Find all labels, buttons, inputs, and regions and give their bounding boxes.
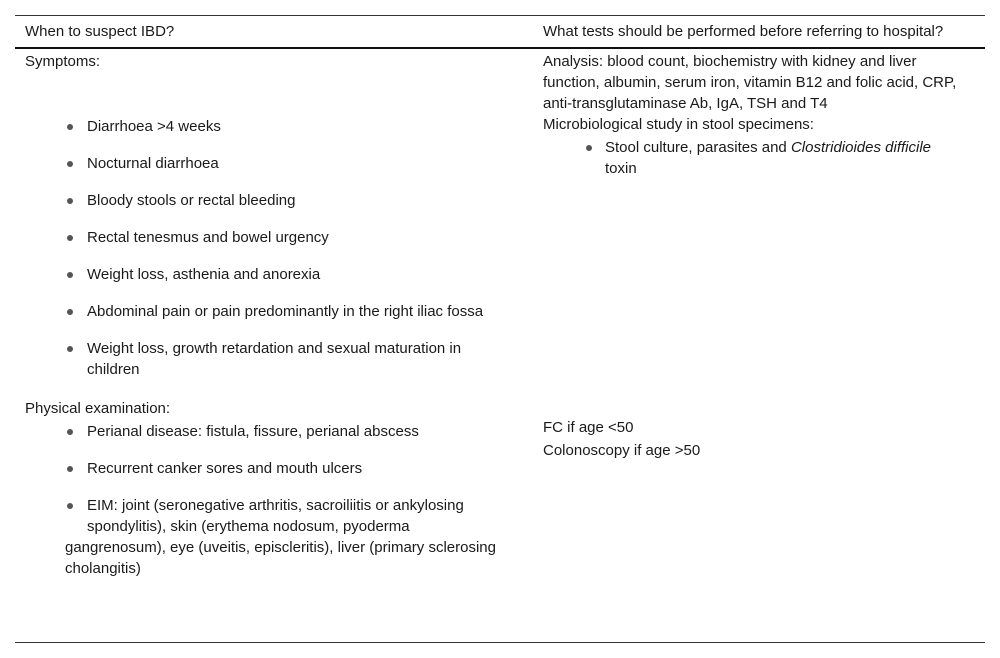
list-item: Abdominal pain or pain predominantly in the right iliac fossa (25, 301, 517, 322)
table-bottom-rule (15, 642, 985, 643)
bullet-icon (67, 346, 73, 352)
bullet-icon (67, 466, 73, 472)
list-item: Diarrhoea >4 weeks (25, 116, 505, 137)
colonoscopy-test: Colonoscopy if age >50 (543, 442, 701, 459)
right-column (543, 49, 973, 459)
list-item: EIM: joint (seronegative arthritis, sacroiliitis or ankylosing spondylitis), skin (erythema nodosum, pyoderma gangrenosum), eye (uveitis, episcleritis), liver (primary sclerosing cholangitis) (65, 497, 496, 577)
list-item: Rectal tenesmus and bowel urgency (25, 227, 505, 248)
list-item: Stool culture, parasites and Clostridioides difficile toxin (543, 137, 985, 179)
bullet-icon (67, 272, 73, 278)
list-item: Weight loss, asthenia and anorexia (25, 264, 505, 285)
bullet-icon (67, 161, 73, 167)
list-item: Recurrent canker sores and mouth ulcers (25, 458, 505, 479)
physical-exam-list (25, 421, 505, 579)
microbiology-label: Microbiological study in stool specimens: (543, 116, 814, 133)
analysis-text: Analysis: blood count, biochemistry with kidney and liver function, albumin, serum iron, vitamin B12 and folic acid, CRP, anti-transglutaminase Ab, IgA, TSH and T4 (543, 53, 957, 112)
microbiology-list (543, 137, 973, 179)
physical-exam-label: Physical examination: (25, 400, 171, 417)
left-column (25, 49, 505, 595)
fc-test: FC if age <50 (543, 419, 634, 436)
bullet-icon (67, 503, 73, 509)
bullet-icon (586, 145, 592, 151)
bullet-icon (67, 235, 73, 241)
bullet-icon (67, 198, 73, 204)
bullet-icon (67, 124, 73, 130)
bullet-icon (67, 309, 73, 315)
list-item: Perianal disease: fistula, fissure, perianal abscess (25, 421, 505, 442)
header-tests-before-referral: What tests should be performed before referring to hospital? (543, 23, 944, 40)
table-top-rule (15, 15, 985, 16)
bullet-icon (67, 429, 73, 435)
symptoms-label: Symptoms: (25, 53, 101, 70)
list-item: Nocturnal diarrhoea (25, 153, 505, 174)
organism-name: Clostridioides difficile (790, 139, 932, 156)
list-item: Bloody stools or rectal bleeding (25, 190, 505, 211)
header-when-to-suspect: When to suspect IBD? (25, 23, 175, 40)
list-item: Weight loss, growth retardation and sexual maturation in children (25, 338, 517, 380)
symptoms-list (25, 116, 505, 380)
